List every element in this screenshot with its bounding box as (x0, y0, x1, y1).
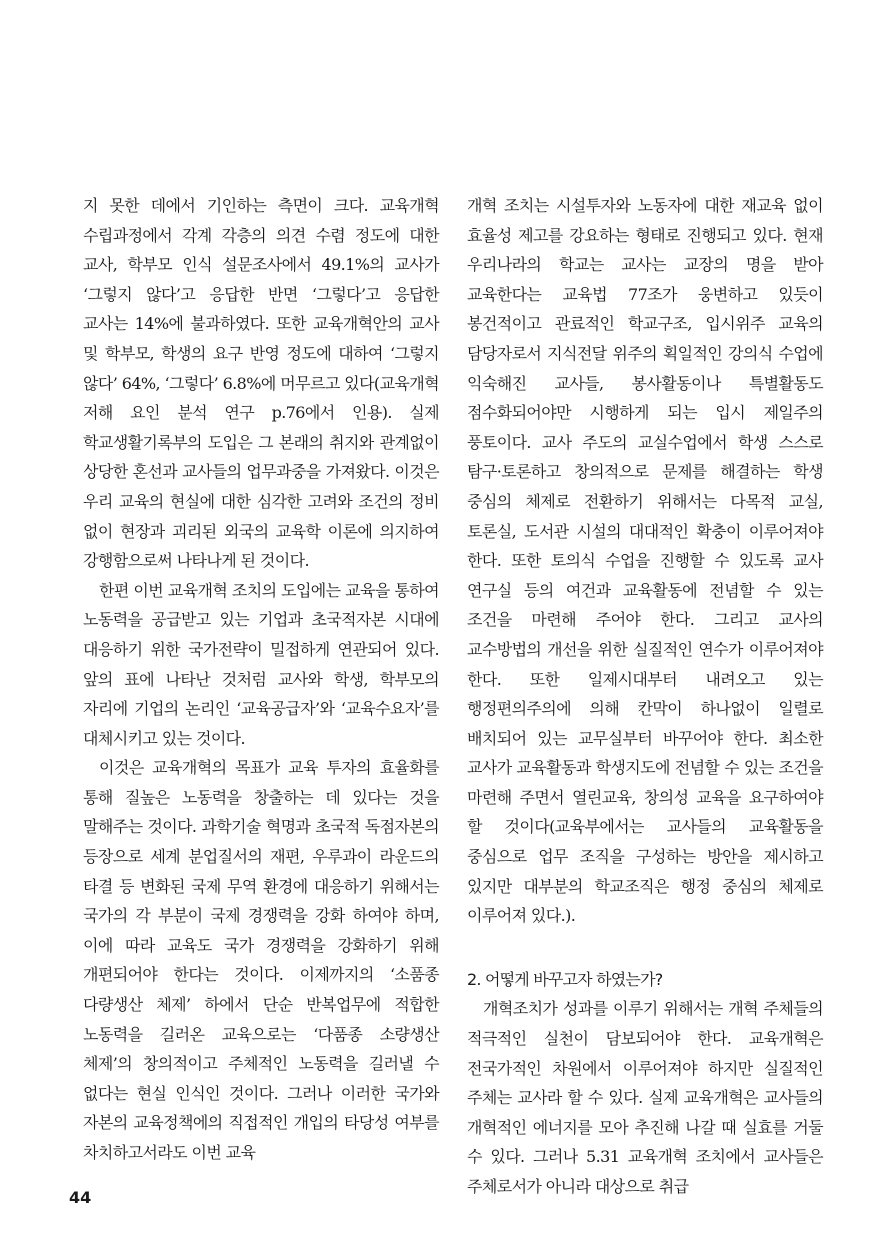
body-paragraph: 개혁 조치는 시설투자와 노동자에 대한 재교육 없이 효율성 제고를 강요하는 형태로 진행되고 있다. 현재 우리나라의 학교는 교사는 교장의 명을 받아 교육한다는 교육법 77조가 웅변하고 있듯이 봉건적이고 관료적인 학교구조, 입시위주 교육의 담당자로서 지식전달 위주의 획일적인 강의식 수업에 익숙해진 교사들, 봉사활동이나 특별활동도 점수화되어야만 시행하게 되는 입시 제일주의 풍토이다. 교사 주도의 교실수업에서 학생 스스로 탐구·토론하고 창의적으로 문제를 해결하는 학생 중심의 체제로 전환하기 위해서는 다목적 교실, 토론실, 도서관 시설의 대대적인 확충이 이루어져야 한다. 또한 토의식 수업을 진행할 수 있도록 교사 연구실 등의 여건과 교육활동에 전념할 수 있는 조건을 마련해 주어야 한다. 그리고 교사의 교수방법의 개선을 위한 실질적인 연수가 이루어져야 한다. 또한 일제시대부터 내려오고 있는 행정편의주의에 의해 칸막이 하나없이 일렬로 배치되어 있는 교무실부터 바꾸어야 한다. 최소한 교사가 교육활동과 학생지도에 전념할 수 있는 조건을 마련해 주면서 열린교육, 창의성 교육을 요구하여야 할 것이다(교육부에서는 교사들의 교육활동을 중심으로 업무 조직을 구성하는 방안을 제시하고 있지만 대부분의 학교조직은 행정 중심의 체제로 이루어져 있다.). (467, 196, 823, 926)
body-paragraph: 한편 이번 교육개혁 조치의 도입에는 교육을 통하여 노동력을 공급받고 있는 기업과 초국적자본 시대에 대응하기 위한 국가전략이 밀접하게 연관되어 있다. 앞의 표에 나타난 것처럼 교사와 학생, 학부모의 자리에 기업의 논리인 ‘교육공급자’와 ‘교육수요자’를 대체시키고 있는 것이다. (83, 580, 439, 748)
body-paragraph: 지 못한 데에서 기인하는 측면이 크다. 교육개혁 수립과정에서 각계 각층의 의견 수렴 정도에 대한 교사, 학부모 인식 설문조사에서 49.1%의 교사가 ‘그렇지 않다’고 응답한 반면 ‘그렇다’고 응답한 교사는 14%에 불과하였다. 또한 교육개혁안의 교사 및 학부모, 학생의 요구 반영 정도에 대하여 ‘그렇지 않다’ 64%, ‘그렇다’ 6.8%에 머무르고 있다(교육개혁 저해 요인 분석 연구 p.76에서 인용). 실제 학교생활기록부의 도입은 그 본래의 취지와 관계없이 상당한 혼선과 교사들의 업무과중을 가져왔다. 이것은 우리 교육의 현실에 대한 심각한 고려와 조건의 정비 없이 현장과 괴리된 외국의 교육학 이론에 의지하여 강행함으로써 나타나게 된 것이다. (83, 196, 439, 571)
body-paragraph: 이것은 교육개혁의 목표가 교육 투자의 효율화를 통해 질높은 노동력을 창출하는 데 있다는 것을 말해주는 것이다. 과학기술 혁명과 초국적 독점자본의 등장으로 세계 분업질서의 재편, 우루과이 라운드의 타결 등 변화된 국제 무역 환경에 대응하기 위해서는 국가의 각 부분이 국제 경쟁력을 강화 하여야 하며, 이에 따라 교육도 국가 경쟁력을 강화하기 위해 개편되어야 한다는 것이다. 이제까지의 ‘소품종 다량생산 체제’ 하에서 단순 반복업무에 적합한 노동력을 길러온 교육으로는 ‘다품종 소량생산 체제’의 창의적이고 주체적인 노동력을 길러낼 수 없다는 현실 인식인 것이다. 그러나 이러한 국가와 자본의 교육정책에의 직접적인 개입의 타당성 여부를 차치하고서라도 이번 교육 (83, 758, 439, 1162)
left-column (83, 191, 439, 1168)
section-heading: 2. 어떻게 바꾸고자 하였는가? (467, 969, 663, 989)
body-paragraph: 개혁조치가 성과를 이루기 위해서는 개혁 주체들의 적극적인 실천이 담보되어야 한다. 교육개혁은 전국가적인 차원에서 이루어져야 하지만 실질적인 주체는 교사라 할 수 있다. 실제 교육개혁은 교사들의 개혁적인 에너지를 모아 추진해 나갈 때 실효를 거둘 수 있다. 그러나 5.31 교육개혁 조치에서 교사들은 주체로서가 아니라 대상으로 취급 (467, 999, 823, 1196)
right-column (467, 191, 823, 1202)
page-number: 44 (69, 1188, 92, 1207)
